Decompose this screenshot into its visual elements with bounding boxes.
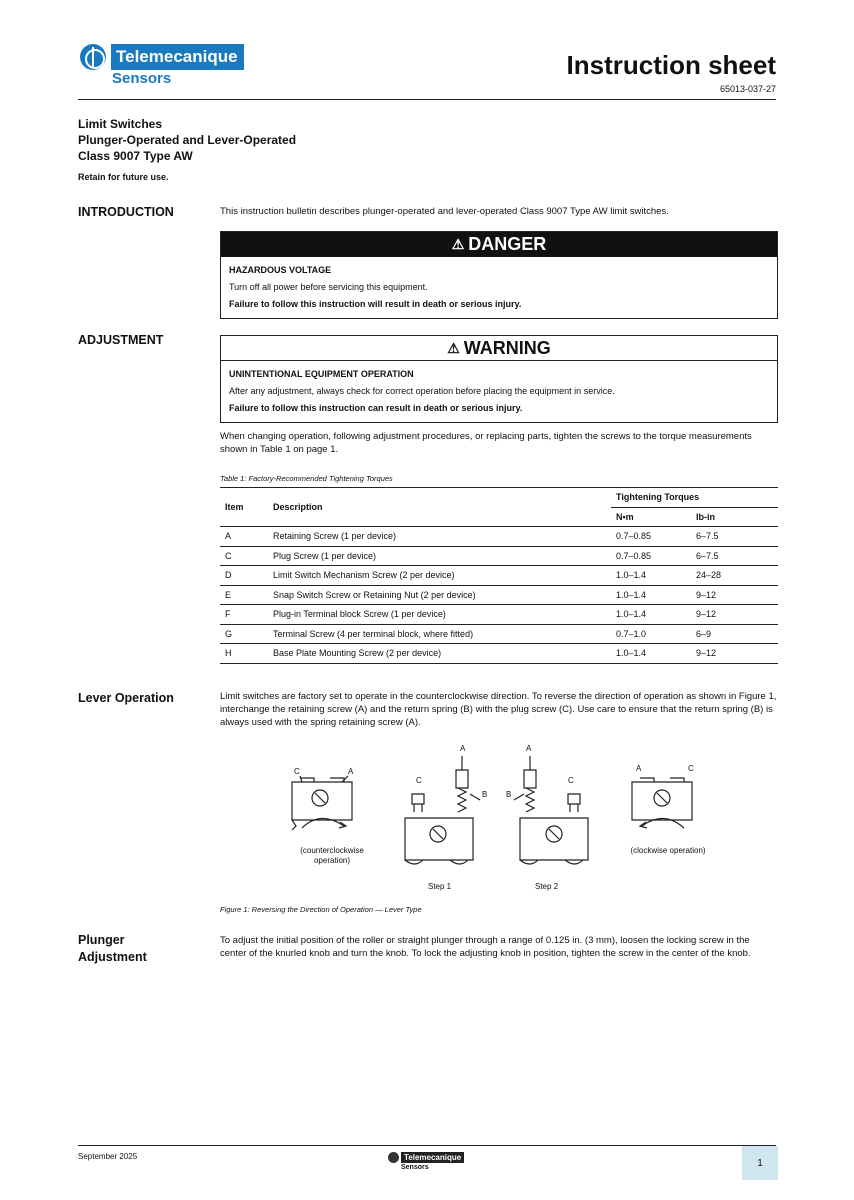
product-line-3: Class 9007 Type AW [78,149,193,163]
table-row [220,585,778,605]
figure-label-a: A [636,764,642,773]
warning-box [220,335,778,423]
cell-lbin: 9–12 [691,605,778,625]
cell-nm: 0.7–1.0 [611,624,691,644]
danger-instruction: Turn off all power before servicing this equipment. [229,282,428,292]
cell-lbin: 9–12 [691,644,778,664]
plunger-heading-line-1: Plunger [78,933,125,947]
warning-consequence: Failure to follow this instruction can result in death or serious injury. [229,403,523,413]
table-caption: Table 1: Factory-Recommended Tightening Torques [220,474,393,483]
column-header-description: Description [268,488,611,527]
figure-label-a: A [460,744,466,753]
column-header-torques: Tightening Torques [611,488,778,508]
figure-label-a: A [348,767,354,776]
table-row [220,605,778,625]
globe-icon [80,44,106,70]
brand-sub: Sensors [112,70,172,87]
table-row [220,644,778,664]
cell-description: Plug-in Terminal block Screw (1 per device) [268,605,611,625]
cell-nm: 1.0–1.4 [611,585,691,605]
cell-description: Base Plate Mounting Screw (2 per device) [268,644,611,664]
figure-label-c: C [294,767,300,776]
footer-rule [78,1145,776,1146]
danger-label: DANGER [468,234,547,254]
cell-description: Snap Switch Screw or Retaining Nut (2 per device) [268,585,611,605]
column-header-lbin: lb-in [691,507,778,527]
cell-item: A [220,527,268,547]
cell-item: D [220,566,268,586]
cell-item: E [220,585,268,605]
adjustment-heading: ADJUSTMENT [78,333,164,347]
figure-label-b: B [506,790,512,799]
adjustment-text: When changing operation, following adjustment procedures, or replacing parts, tighten the screws to the torque measurements shown in Table 1 on page 1. [220,431,752,455]
cell-nm: 1.0–1.4 [611,644,691,664]
warning-header [221,336,777,361]
warning-hazard: UNINTENTIONAL EQUIPMENT OPERATION [229,369,414,379]
footer-brand: Telemecanique [401,1152,464,1163]
cell-lbin: 6–7.5 [691,546,778,566]
column-header-nm: N•m [611,507,691,527]
plunger-heading-line-2: Adjustment [78,950,147,964]
figure-step-2: Step 2 [535,882,559,891]
brand-name: Telemecanique [111,44,244,70]
cell-item: G [220,624,268,644]
figure-label-c: C [416,776,422,785]
page-number: 1 [742,1146,778,1180]
plunger-adjustment-text: To adjust the initial position of the roller or straight plunger through a range of 0.125 in. (3 mm), loosen the locking screw in the center of the knurled knob and turn the knob. To lock the adjusting knob in position, tighten the screw in the center of the knob. [220,935,751,959]
document-number: 65013-037-27 [719,84,776,94]
danger-hazard: HAZARDOUS VOLTAGE [229,265,332,275]
torque-table [220,487,778,664]
lever-operation-heading: Lever Operation [78,691,174,705]
introduction-text: This instruction bulletin describes plunger-operated and lever-operated Class 9007 Type AW limit switches. [220,206,669,217]
globe-icon [388,1152,399,1163]
danger-header [221,232,777,257]
cell-nm: 1.0–1.4 [611,566,691,586]
warning-instruction: After any adjustment, always check for correct operation before placing the equipment in service. [229,386,615,396]
cell-nm: 0.7–0.85 [611,527,691,547]
introduction-heading: INTRODUCTION [78,205,174,219]
product-title [78,116,296,164]
cell-lbin: 6–7.5 [691,527,778,547]
cell-item: H [220,644,268,664]
table-row [220,566,778,586]
brand-logo [80,44,244,88]
figure-ccw-label: (counterclockwise operation) [300,846,364,865]
cell-description: Terminal Screw (4 per terminal block, where fitted) [268,624,611,644]
warning-triangle-icon: ⚠ [451,236,465,252]
cell-lbin: 6–9 [691,624,778,644]
table-row [220,546,778,566]
cell-description: Limit Switch Mechanism Screw (2 per device) [268,566,611,586]
product-line-1: Limit Switches [78,117,163,131]
figure-lever-reversal [280,742,740,894]
figure-label-c: C [568,776,574,785]
cell-lbin: 24–28 [691,566,778,586]
table-row [220,527,778,547]
cell-description: Plug Screw (1 per device) [268,546,611,566]
danger-consequence: Failure to follow this instruction will result in death or serious injury. [229,299,522,309]
lever-operation-text: Limit switches are factory set to operate in the counterclockwise direction. To reverse the direction of operation as shown in Figure 1, interchange the retaining screw (A) and the return spring (B) with the plug screw (C). Use care to ensure that the return spring (B) is always used with the spring retaining screw (A). [220,691,777,728]
cell-item: C [220,546,268,566]
product-line-2: Plunger-Operated and Lever-Operated [78,133,297,147]
warning-triangle-icon: ⚠ [447,339,460,356]
footer-logo [388,1152,464,1172]
warning-label: WARNING [463,337,551,358]
document-title: Instruction sheet [566,50,776,80]
danger-box [220,231,778,319]
figure-drawing [280,742,740,894]
figure-label-a: A [526,744,532,753]
column-header-item: Item [220,488,268,527]
figure-label-b: B [482,790,488,799]
retain-note: Retain for future use. [78,172,169,182]
figure-step-1: Step 1 [428,882,452,891]
cell-item: F [220,605,268,625]
header-rule [78,99,776,100]
cell-nm: 0.7–0.85 [611,546,691,566]
cell-description: Retaining Screw (1 per device) [268,527,611,547]
cell-lbin: 9–12 [691,585,778,605]
figure-cw-label: (clockwise operation) [630,846,706,855]
table-row [220,624,778,644]
figure-label-c: C [688,764,694,773]
footer-date: September 2025 [78,1152,138,1161]
figure-caption: Figure 1: Reversing the Direction of Operation — Lever Type [220,905,422,914]
cell-nm: 1.0–1.4 [611,605,691,625]
plunger-adjustment-heading [78,932,147,966]
footer-brand-sub: Sensors [401,1164,429,1171]
